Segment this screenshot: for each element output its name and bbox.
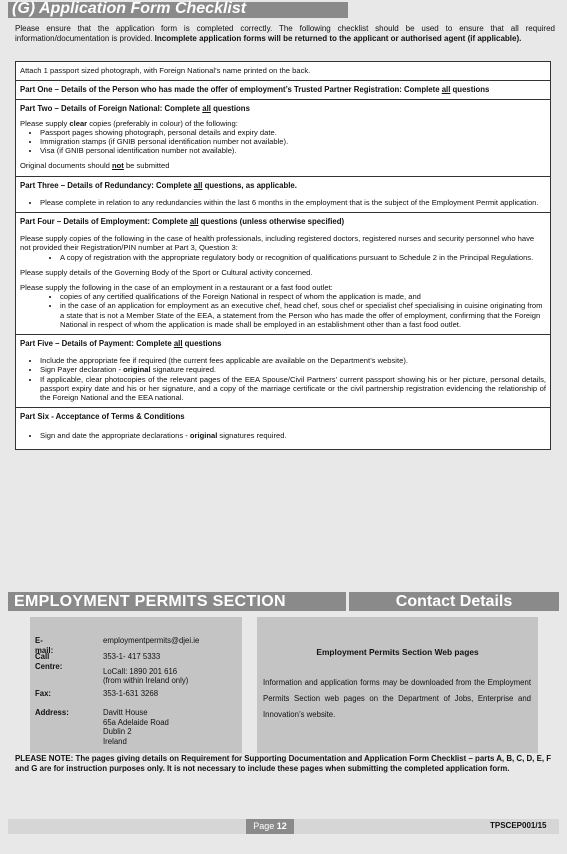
part-two-original-note: Original documents should not be submitted [20, 161, 170, 171]
part-three-row [16, 177, 550, 213]
section-band [8, 592, 346, 611]
form-code: TPSCEP001/15 [490, 821, 547, 830]
web-pages-heading: Employment Permits Section Web pages [316, 647, 479, 657]
part-four-heading: Part Four – Details of Employment: Complete all questions (unless otherwise specified) [20, 217, 345, 227]
locall-note: (from within Ireland only) [103, 676, 189, 685]
passport-text: Attach 1 passport sized photograph, with Foreign National’s name printed on the back. [20, 66, 311, 75]
list-item: • Immigration stamps (if GNIB personal identification number not available). [40, 137, 546, 146]
part-three-list [20, 198, 546, 207]
part-two-supply: Please supply clear copies (preferably in colour) of the following: [20, 118, 238, 128]
intro-paragraph [15, 24, 555, 44]
page-number [246, 819, 294, 834]
part-one-heading: Part One – Details of the Person who has made the offer of employment’s Trusted Partner Registration: Complete all questions [20, 85, 490, 95]
section-title-bar [8, 2, 348, 18]
call-centre-label: Call Centre: [35, 652, 63, 671]
fax-label: Fax: [35, 689, 52, 698]
address-line: Davitt House [103, 708, 148, 717]
part-two-row [16, 100, 550, 176]
list-item: • Include the appropriate fee if required (the current fees applicable are available on the Department’s website). [40, 356, 546, 365]
part-five-heading: Part Five – Details of Payment: Complete all questions [20, 339, 222, 349]
address-line: 65a Adelaide Road [103, 717, 169, 727]
list-item: • If applicable, clear photocopies of the relevant pages of the EEA Spouse/Civil Partners’ current passport showing his or her picture, personal details, passport expiry date and his or her signature, and a copy of the marriage certificate or the civil partnership registration evidencing the relationship of the Foreign National and the EEA national. [40, 375, 546, 403]
contact-band-title: Contact Details [395, 593, 513, 610]
intro-warning: Incomplete application forms will be returned to the applicant or authorised agent (if applicable). [154, 34, 522, 43]
part-four-list-1 [20, 253, 546, 262]
address-line: Dublin 2 [103, 727, 132, 736]
part-six-row [16, 408, 550, 448]
part-five-row [16, 335, 550, 408]
section-title: (G) Application Form Checklist [12, 0, 247, 17]
part-five-list [20, 356, 546, 402]
intro-text: Please ensure that the application form is completed correctly. The following checklist should be used to ensure that all required information/documentation is provided. [15, 24, 555, 43]
address-label: Address: [35, 708, 69, 717]
part-one-row [16, 81, 550, 100]
page-num: 12 [276, 821, 287, 831]
locall-value: LoCall: 1890 201 616 [103, 667, 178, 676]
web-pages-text: Information and application forms may be downloaded from the Employment Permits Section web pages on the Department of Jobs, Enterprise and Innovation’s website. [263, 678, 531, 719]
list-item: • copies of any certified qualifications of the Foreign National in respect of whom the application is made, and [60, 292, 546, 301]
list-item: • Please complete in relation to any redundancies within the last 6 months in the employment that is the subject of the Employment Permit application. [40, 198, 546, 207]
please-note: PLEASE NOTE: The pages giving details on Requirement for Supporting Documentation and Application Form Checklist – parts A, B, C, D, E, F and G are for instruction purposes only. It is not necessary to include these pages when submitting the completed application form. [15, 754, 552, 773]
address-line: Ireland [103, 736, 127, 746]
call-centre-value: 353-1- 417 5333 [103, 652, 161, 661]
email-value[interactable]: employmentpermits@djei.ie [103, 636, 200, 645]
list-item: • Visa (if GNIB personal identification number not available). [40, 146, 546, 155]
web-pages-panel [257, 617, 538, 753]
part-six-list [20, 431, 546, 440]
page-label: Page [253, 821, 275, 831]
part-four-sport: Please supply details of the Governing Body of the Sport or Cultural activity concerned. [20, 267, 313, 277]
part-four-restaurant: Please supply the following in the case of an employment in a restaurant or a fast food outlet: [20, 283, 333, 293]
list-item: • Passport pages showing photograph, personal details and expiry date. [40, 128, 546, 137]
part-two-heading: Part Two – Details of Foreign National: Complete all questions [20, 104, 250, 114]
contact-band [349, 592, 559, 611]
fax-value: 353-1-631 3268 [103, 689, 159, 698]
list-item: • Sign and date the appropriate declarations - original signatures required. [40, 431, 546, 440]
part-four-health: Please supply copies of the following in the case of health professionals, including registered doctors, registered nurses and security personnel who have not provided their Registration/PIN number at Part 3, Question 3: [20, 234, 535, 253]
part-four-row [16, 213, 550, 335]
part-six-heading: Part Six - Acceptance of Terms & Conditions [20, 412, 185, 422]
contact-panel [30, 617, 242, 753]
part-four-list-2 [20, 292, 546, 329]
checklist-table [15, 61, 551, 450]
list-item: • Sign Payer declaration - original signature required. [40, 365, 546, 374]
list-item: • A copy of registration with the appropriate regulatory body or recognition of qualifications pursuant to Schedule 2 in the Principal Regulations. [60, 253, 546, 262]
section-band-title: EMPLOYMENT PERMITS SECTION [14, 593, 286, 610]
part-three-heading: Part Three – Details of Redundancy: Complete all questions, as applicable. [20, 180, 297, 190]
passport-row [16, 62, 550, 81]
email-label: E-mail: [35, 636, 54, 655]
part-two-list [20, 128, 546, 156]
list-item: • in the case of an application for employment as an executive chef, head chef, sous chef or specialist chef specialising in cuisine originating from a state that is not a Member State of the EEA, a statement from the Person who has made the offer of employment, confirming that the Foreign National in respect of whom the application is made shall be employed in an establishment other than a fast food outlet. [60, 301, 546, 329]
